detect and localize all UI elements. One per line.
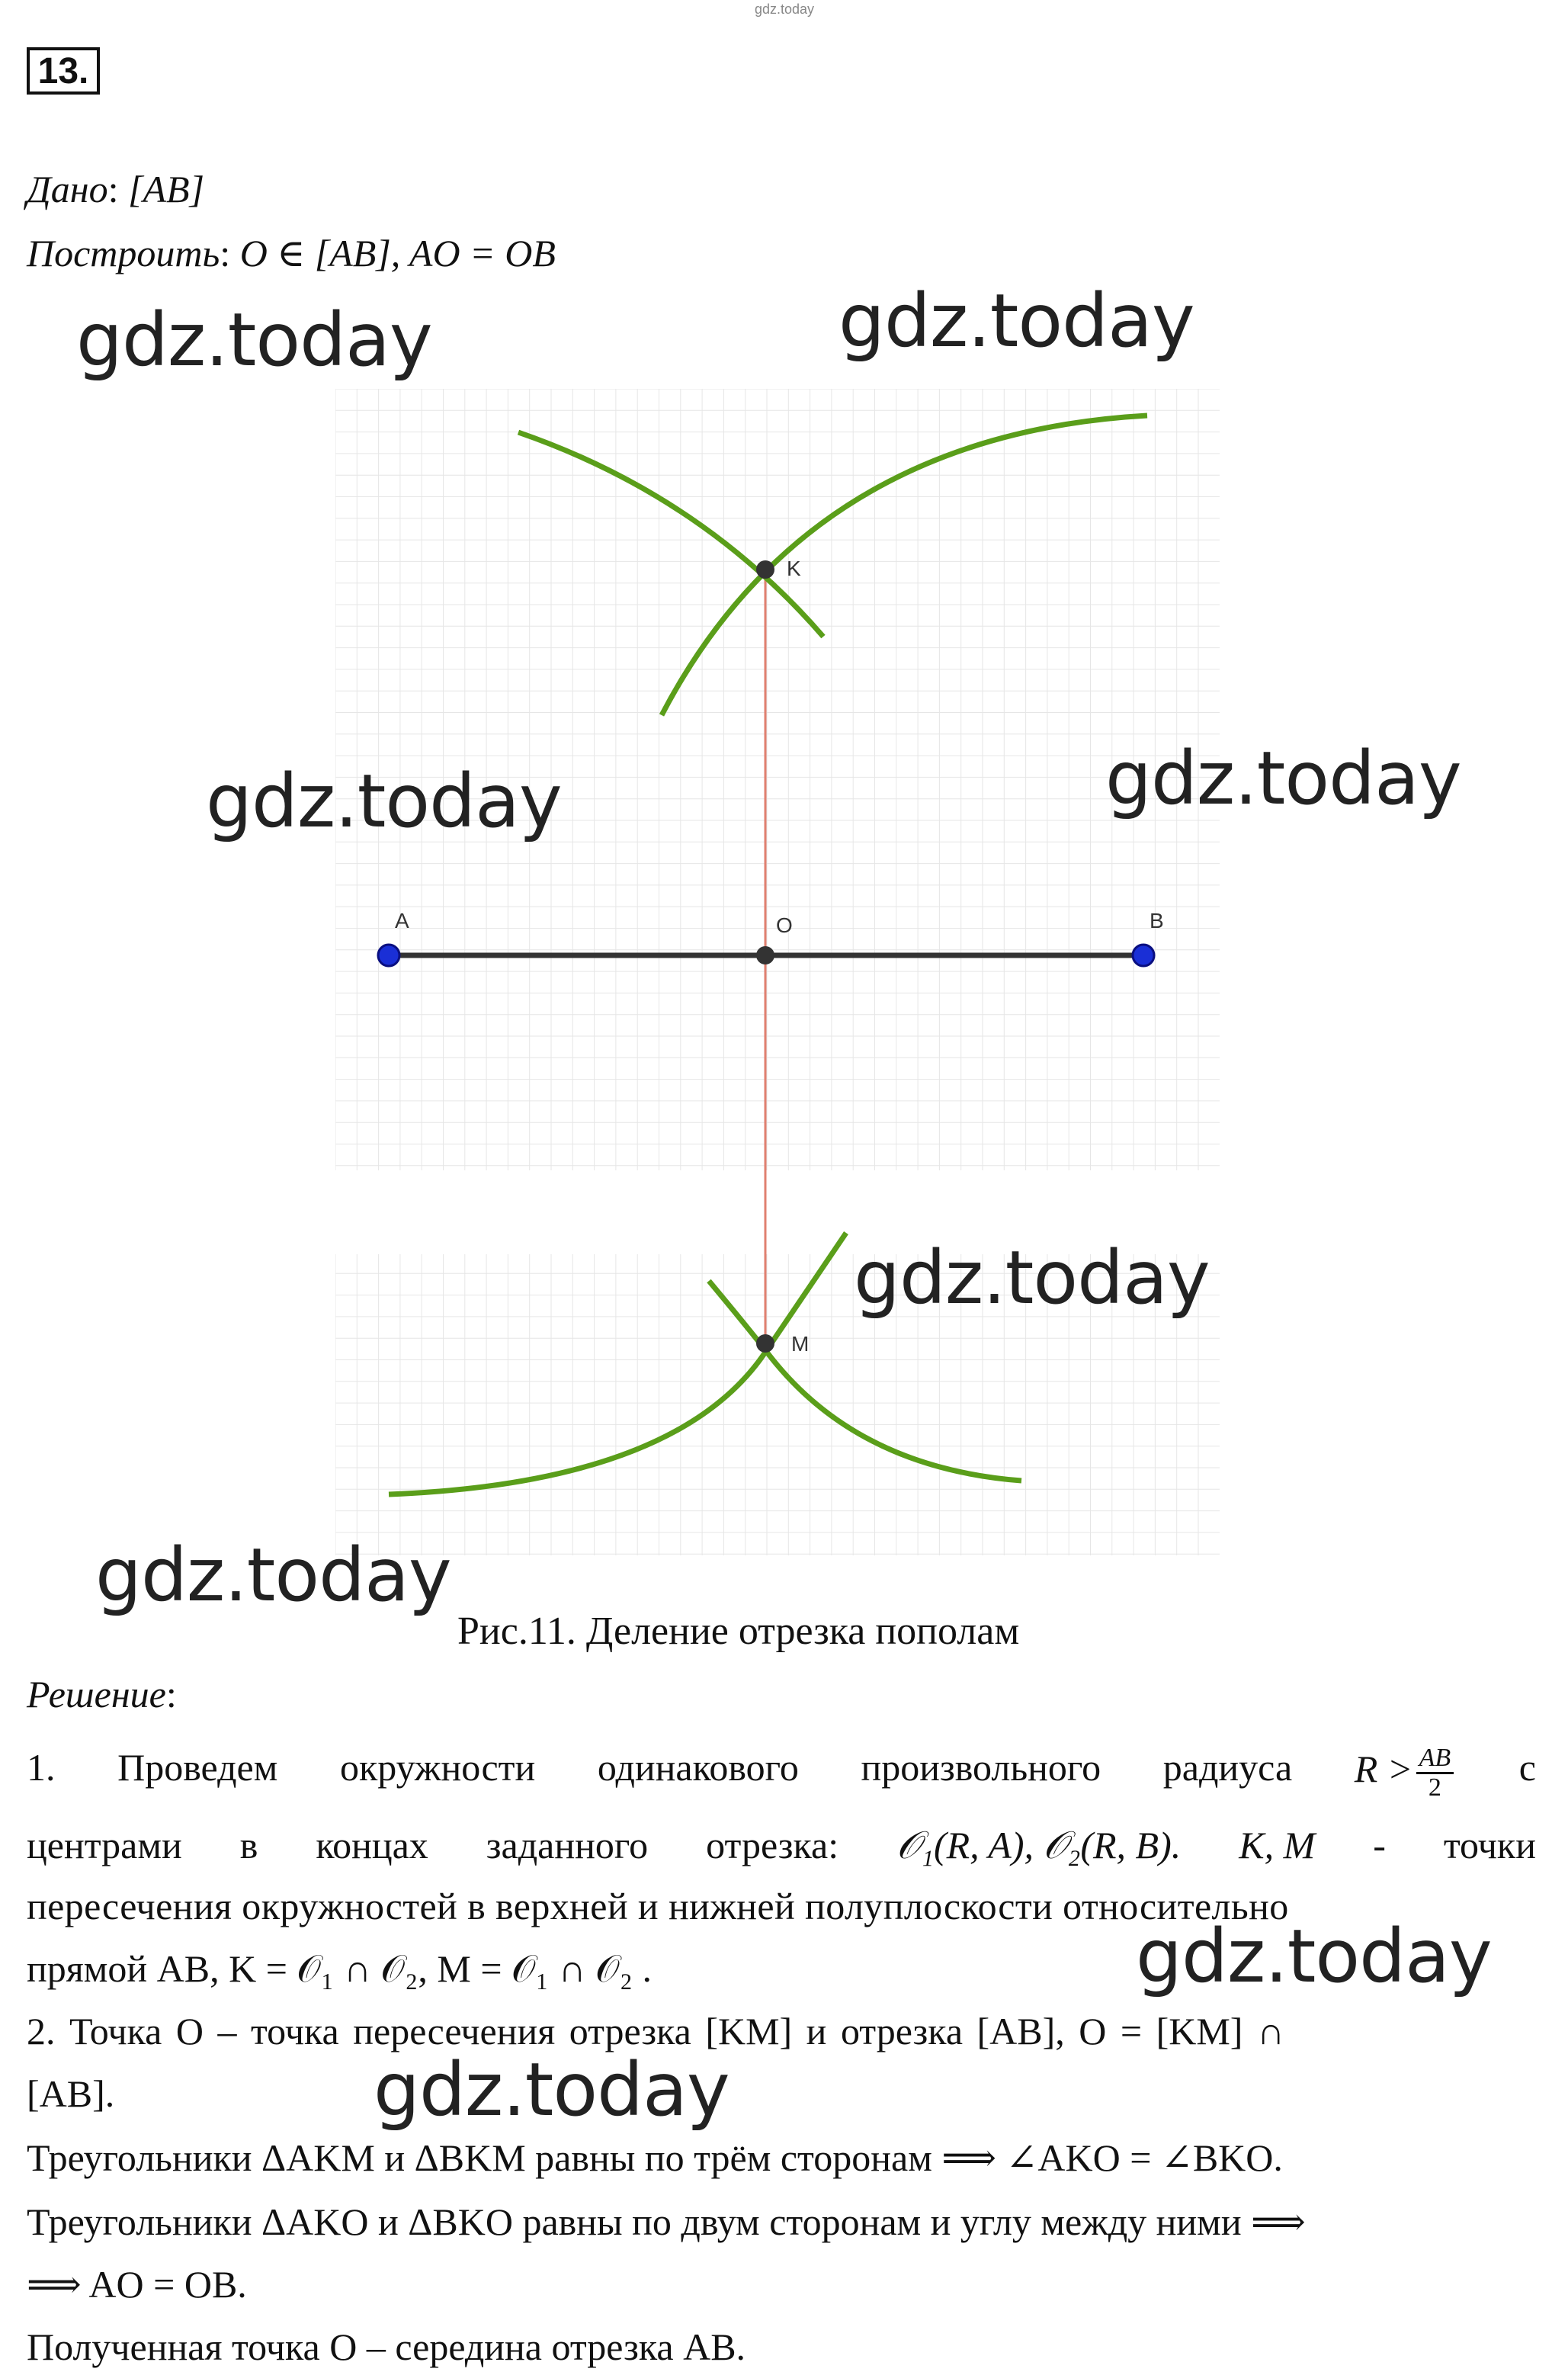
- word: концах: [316, 1824, 428, 1866]
- solution-t4: Полученная точка O – середина отрезка AB.: [27, 2325, 746, 2368]
- word: радиуса: [1162, 1746, 1293, 1789]
- circles-formula: 𝒪₁(R, A), 𝒪₂(R, B).: [896, 1824, 1182, 1866]
- watermark: gdz.today: [854, 1235, 1210, 1321]
- word: точки: [1443, 1824, 1536, 1866]
- km-points: K, M: [1239, 1824, 1316, 1866]
- given-value: [AB]: [128, 168, 205, 210]
- word: одинакового: [597, 1746, 799, 1789]
- watermark: gdz.today: [1136, 1914, 1492, 1999]
- solution-p2-line1: 2. Точка O – точка пересечения отрезка [KM] и отрезка [AB], O = [KM] ∩: [27, 2010, 1285, 2052]
- word: в: [239, 1824, 258, 1866]
- figure-caption: Рис.11. Деление отрезка пополам: [457, 1610, 1020, 1653]
- solution-t1: Треугольники ΔAKM и ΔBKM равны по трём сторонам ⟹ ∠AKO = ∠BKO.: [27, 2136, 1283, 2179]
- point-o: [756, 946, 774, 964]
- solution-t3: ⟹ AO = OB.: [27, 2263, 247, 2306]
- word: Проведем: [117, 1746, 278, 1789]
- solution-p1-line1: [27, 1744, 1536, 1802]
- given-line: Дано: [AB]: [27, 168, 205, 210]
- point-m: [756, 1334, 774, 1353]
- frac-bottom: 2: [1428, 1773, 1441, 1802]
- watermark: gdz.today: [206, 759, 562, 844]
- frac-top: AB: [1416, 1744, 1454, 1774]
- arc-from-a-upper: [662, 416, 1147, 715]
- word: произвольного: [861, 1746, 1101, 1789]
- solution-p1-line3: пересечения окружностей в верхней и нижней полуплоскости относительно: [27, 1885, 1289, 1927]
- construct-value: O ∈ [AB], AO = OB: [239, 232, 556, 274]
- watermark: gdz.today: [76, 297, 432, 383]
- watermark: gdz.today: [1105, 736, 1461, 821]
- arc-from-b-upper: [518, 432, 823, 637]
- construct-line: Построить: O ∈ [AB], AO = OB: [27, 232, 556, 274]
- point-b: [1133, 945, 1154, 966]
- solution-p1-line2: [27, 1822, 1536, 1868]
- label-b: B: [1150, 909, 1164, 932]
- label-m: M: [791, 1332, 810, 1356]
- radius-formula: [1355, 1744, 1457, 1802]
- word: окружности: [339, 1746, 536, 1789]
- construction-figure: [335, 389, 1220, 1555]
- given-label: Дано: [27, 168, 108, 210]
- solution-label: Решение: [27, 1673, 166, 1715]
- solution-heading: Решение:: [27, 1673, 177, 1715]
- word: 1.: [27, 1746, 56, 1789]
- fraction-ab-2: [1416, 1744, 1454, 1802]
- dash: -: [1373, 1824, 1386, 1866]
- problem-number: 13.: [27, 47, 100, 95]
- label-a: A: [395, 909, 409, 932]
- label-o: O: [776, 913, 793, 937]
- solution-p1-line4: прямой AB, K = 𝒪₁ ∩ 𝒪₂, M = 𝒪₁ ∩ 𝒪₂ .: [27, 1947, 653, 1990]
- solution-t2: Треугольники ΔAKO и ΔBKO равны по двум сторонам и углу между ними ⟹: [27, 2200, 1306, 2243]
- word: заданного: [486, 1824, 649, 1866]
- radius-ineq: R >: [1354, 1747, 1413, 1790]
- label-k: K: [787, 557, 801, 580]
- point-k: [756, 560, 774, 579]
- top-watermark: gdz.today: [755, 2, 815, 17]
- watermark: gdz.today: [374, 2047, 729, 2133]
- construct-label: Построить: [27, 232, 220, 274]
- watermark: gdz.today: [95, 1533, 451, 1618]
- word: с: [1518, 1746, 1536, 1789]
- solution-p2-line2: [AB].: [27, 2072, 115, 2115]
- word: центрами: [27, 1824, 182, 1866]
- point-a: [378, 945, 399, 966]
- grid: [335, 389, 1220, 1555]
- word: отрезка:: [706, 1824, 839, 1866]
- watermark: gdz.today: [839, 278, 1194, 364]
